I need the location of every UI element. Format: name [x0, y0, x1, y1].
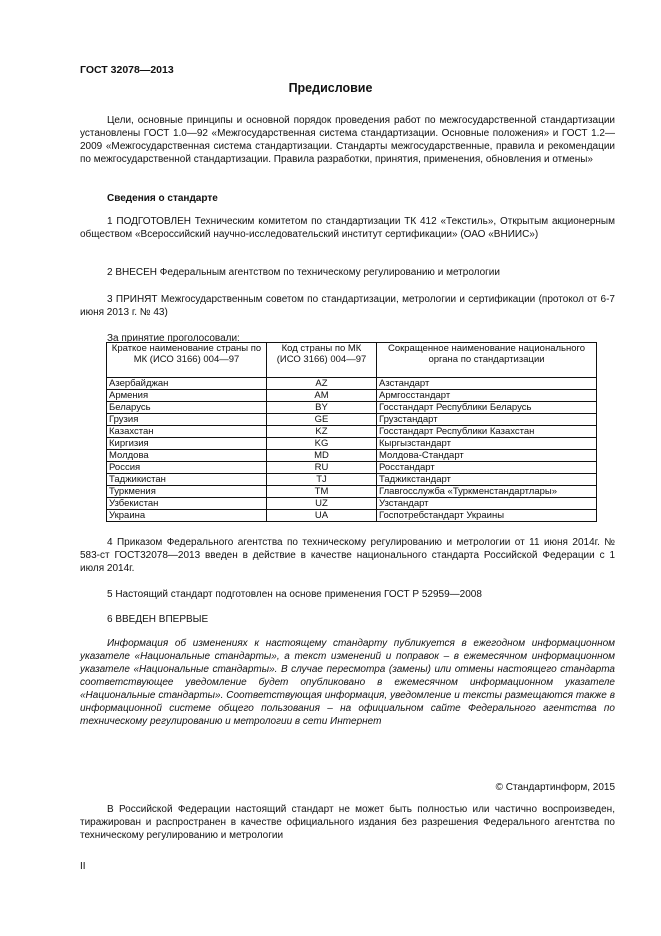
- table-row: [107, 474, 597, 486]
- country-cell: Узбекистан: [107, 498, 267, 510]
- info-heading: Сведения о стандарте: [107, 193, 218, 204]
- body-cell: Главгосслужба «Туркменстандартлары»: [377, 486, 597, 498]
- body-cell: Госстандарт Республики Беларусь: [377, 402, 597, 414]
- country-cell: Таджикистан: [107, 474, 267, 486]
- table-row: [107, 462, 597, 474]
- intro-paragraph: Цели, основные принципы и основной порядок проведения работ по межгосударственной стандартизации установлены ГОСТ 1.0—92 «Межгосударственная система стандартизации. Основные положения» и ГОСТ 1.2—2009 «Межгосударственная система стандартизации. Стандарты межгосударственные, правила и рекомендации по межгосударственной стандартизации. Правила разработки, принятия, применения, обновления и отмены»: [80, 115, 615, 165]
- country-cell: Армения: [107, 390, 267, 402]
- table-caption: За принятие проголосовали:: [107, 333, 240, 344]
- body-cell: Госпотребстандарт Украины: [377, 510, 597, 522]
- country-cell: Грузия: [107, 414, 267, 426]
- table-row: [107, 486, 597, 498]
- table-row: [107, 510, 597, 522]
- table-header-body: Сокращенное наименование национального органа по стандартизации: [377, 343, 597, 378]
- table-row: [107, 390, 597, 402]
- table-header-row: [107, 343, 597, 378]
- body-cell: Узстандарт: [377, 498, 597, 510]
- table-row: [107, 414, 597, 426]
- table-row: [107, 402, 597, 414]
- code-cell: TM: [267, 486, 377, 498]
- code-cell: UA: [267, 510, 377, 522]
- country-cell: Молдова: [107, 450, 267, 462]
- item-6: 6 ВВЕДЕН ВПЕРВЫЕ: [107, 614, 209, 625]
- country-cell: Туркмения: [107, 486, 267, 498]
- code-cell: TJ: [267, 474, 377, 486]
- body-cell: Росстандарт: [377, 462, 597, 474]
- code-cell: AM: [267, 390, 377, 402]
- code-cell: RU: [267, 462, 377, 474]
- table-header-code: Код страны по МК (ИСО 3166) 004—97: [267, 343, 377, 378]
- code-cell: BY: [267, 402, 377, 414]
- legal-paragraph: В Российской Федерации настоящий стандарт не может быть полностью или частично воспроизведен, тиражирован и распространен в качестве официального издания без разрешения Федерального агентства по техническому регулированию и метрологии: [80, 804, 615, 841]
- item-1: 1 ПОДГОТОВЛЕН Техническим комитетом по стандартизации ТК 412 «Текстиль», Открытым акционерным обществом «Всероссийский научно-исследовательский институт сертификации» (ОАО «ВНИИС»): [80, 216, 615, 240]
- item-5: 5 Настоящий стандарт подготовлен на основе применения ГОСТ Р 52959—2008: [107, 589, 482, 600]
- copyright: © Стандартинформ, 2015: [495, 782, 615, 793]
- document-code: ГОСТ 32078—2013: [80, 64, 174, 76]
- body-cell: Молдова-Стандарт: [377, 450, 597, 462]
- body-cell: Госстандарт Республики Казахстан: [377, 426, 597, 438]
- table-row: [107, 378, 597, 390]
- table-row: [107, 438, 597, 450]
- body-cell: Армгосстандарт: [377, 390, 597, 402]
- body-cell: Кыргызстандарт: [377, 438, 597, 450]
- body-cell: Таджикстандарт: [377, 474, 597, 486]
- table-header-country: Краткое наименование страны по МК (ИСО 3166) 004—97: [107, 343, 267, 378]
- code-cell: GE: [267, 414, 377, 426]
- code-cell: KZ: [267, 426, 377, 438]
- country-cell: Украина: [107, 510, 267, 522]
- code-cell: KG: [267, 438, 377, 450]
- item-4: 4 Приказом Федерального агентства по техническому регулированию и метрологии от 11 июня 2014г. № 583-ст ГОСТ32078—2013 введен в действие в качестве национального стандарта Российской Федерации с 1 июля 2014г.: [80, 537, 615, 574]
- notice-paragraph: Информация об изменениях к настоящему стандарту публикуется в ежегодном информационном указателе «Национальные стандарты», а текст изменений и поправок – в ежемесячном информационном указателе «Национальные стандарты». В случае пересмотра (замены) или отмены настоящего стандарта соответствующее уведомление будет опубликовано в ежемесячном информационном указателе «Национальные стандарты». Соответствующая информация, уведомление и тексты размещаются также в информационной системе общего пользования – на официальном сайте Федерального агентства по техническому регулированию и метрологии в сети Интернет: [80, 638, 615, 727]
- country-cell: Казахстан: [107, 426, 267, 438]
- page-number: II: [80, 861, 86, 872]
- country-cell: Россия: [107, 462, 267, 474]
- body-cell: Грузстандарт: [377, 414, 597, 426]
- page-title: Предисловие: [288, 81, 373, 95]
- voting-table: [106, 342, 597, 522]
- table-row: [107, 450, 597, 462]
- body-cell: Азстандарт: [377, 378, 597, 390]
- code-cell: AZ: [267, 378, 377, 390]
- table-row: [107, 498, 597, 510]
- country-cell: Беларусь: [107, 402, 267, 414]
- item-2: 2 ВНЕСЕН Федеральным агентством по техническому регулированию и метрологии: [107, 267, 500, 278]
- code-cell: UZ: [267, 498, 377, 510]
- country-cell: Азербайджан: [107, 378, 267, 390]
- code-cell: MD: [267, 450, 377, 462]
- table-row: [107, 426, 597, 438]
- item-3: 3 ПРИНЯТ Межгосударственным советом по стандартизации, метрологии и сертификации (протокол от 6-7 июня 2013 г. № 43): [80, 294, 615, 318]
- country-cell: Киргизия: [107, 438, 267, 450]
